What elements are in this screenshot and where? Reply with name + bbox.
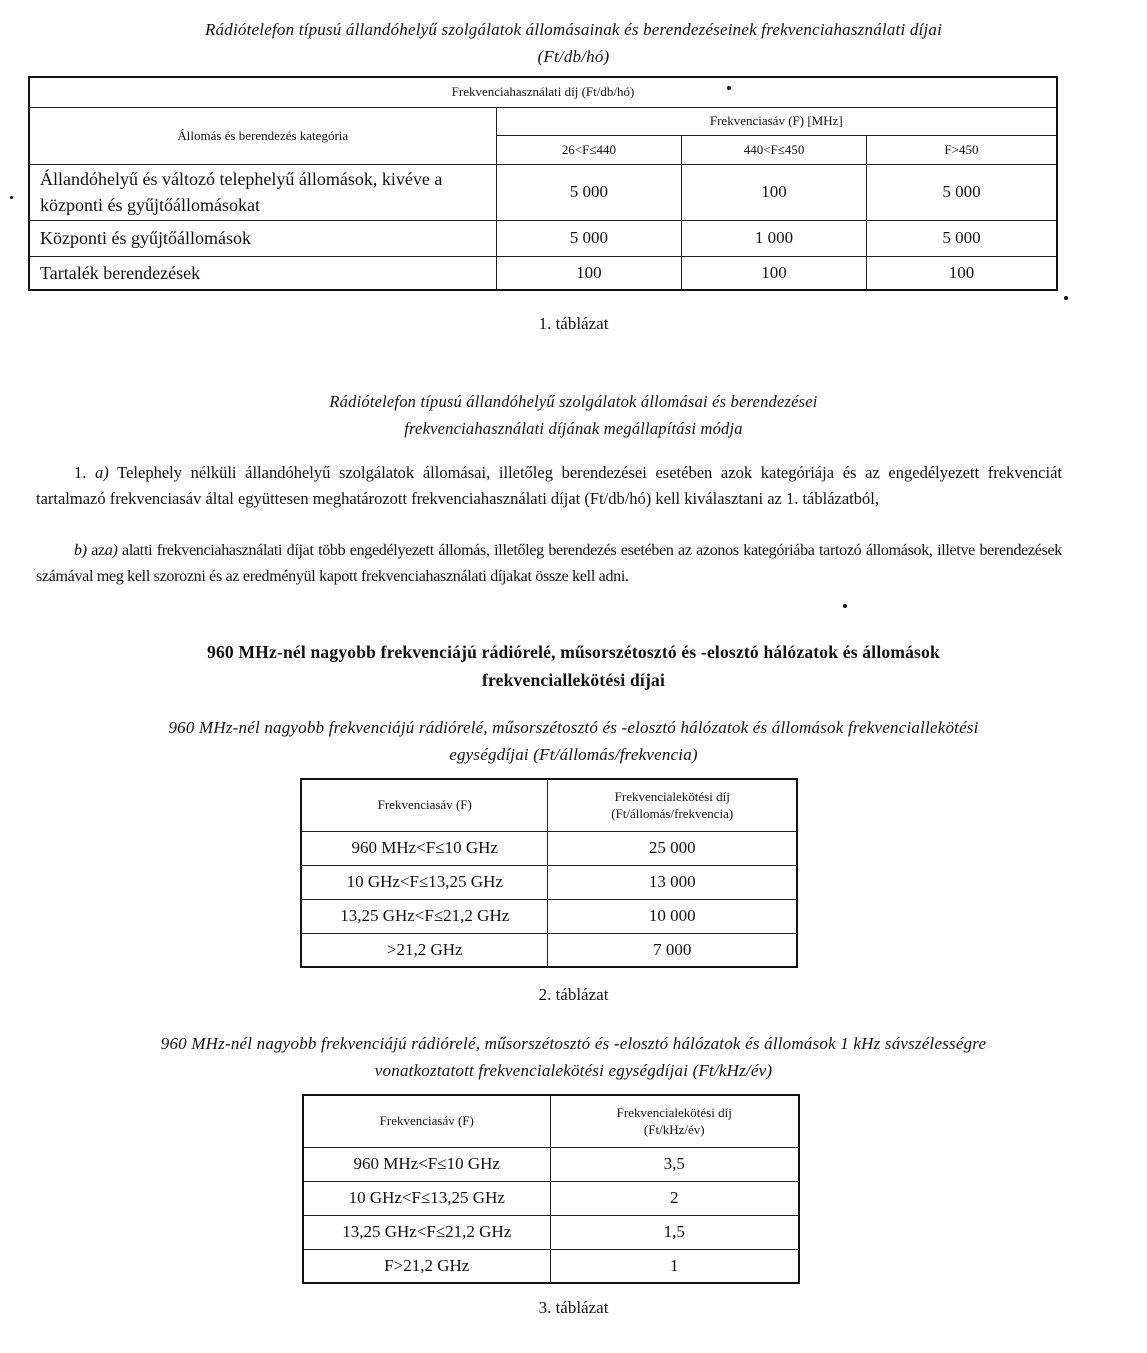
table3-title [0, 1030, 1147, 1084]
table1-header-row [29, 77, 1057, 107]
method-paragraph-b [36, 538, 1062, 590]
table2-header-row [301, 779, 797, 831]
table1-row2-category: Központi és gyűjtőállomások [29, 220, 496, 256]
method-p2-pre: az [91, 542, 105, 559]
table3 [302, 1094, 800, 1284]
table3-title-line1: 960 MHz-nél nagyobb frekvenciájú rádiórelé, műsorszétosztó és -elosztó hálózatok és állomások 1 kHz sávszélességre [160, 1034, 987, 1053]
table3-header-row [303, 1095, 799, 1147]
table3-header-fee-line1: Frekvencialekötési díj [616, 1105, 732, 1121]
table1-unit: (Ft/db/hó) [537, 47, 610, 66]
table2-row2-band: 10 GHz<F≤13,25 GHz [301, 865, 548, 899]
method-p1-label: a) [95, 463, 109, 482]
table-row [301, 865, 797, 899]
table1-row2-value2: 1 000 [682, 220, 867, 256]
table2-header-fee-line1: Frekvencialekötési díj [614, 789, 730, 805]
table2-header-fee-line2: (Ft/állomás/frekvencia) [611, 806, 734, 822]
table3-row3-band: 13,25 GHz<F≤21,2 GHz [303, 1215, 550, 1249]
table1-row1-category: Állandóhelyű és változó telephelyű állomások, kivéve a központi és gyűjtőállomásokat [29, 164, 496, 220]
table1-title [0, 16, 1147, 70]
method-p2-ref: a) [104, 542, 118, 559]
table1 [28, 76, 1058, 291]
table3-row1-band: 960 MHz<F≤10 GHz [303, 1147, 550, 1181]
method-title-line2: frekvenciahasználati díjának megállapítási módja [404, 419, 743, 438]
table1-row1-value1: 5 000 [496, 164, 682, 220]
method-p2-label: b) [74, 542, 87, 559]
table2-row1-band: 960 MHz<F≤10 GHz [301, 831, 548, 865]
method-p2-text: alatti frekvenciahasználati díjat több engedélyezett állomás, illetőleg berendezés esetében az azonos kategóriába tartozó állomások, illetve berendezések számával meg kell szorozni és az eredményül kapott frekvenciahasználati díjakat össze kell adni. [36, 542, 1063, 585]
table3-header-band: Frekvenciasáv (F) [303, 1095, 550, 1147]
table2-row4-fee: 7 000 [548, 933, 797, 967]
table1-header-top: Frekvenciahasználati díj (Ft/db/hó) [29, 77, 1057, 107]
section-title-line1: 960 MHz-nél nagyobb frekvenciájú rádiórelé, műsorszétosztó és -elosztó hálózatok és állomások [207, 642, 940, 662]
table-row [303, 1181, 799, 1215]
table-row [301, 933, 797, 967]
table1-row3-value1: 100 [496, 256, 682, 290]
scan-speck [843, 604, 847, 608]
table-row [29, 220, 1057, 256]
scan-speck [1064, 296, 1068, 300]
table1-title-text: Rádiótelefon típusú állandóhelyű szolgálatok állomásainak és berendezéseinek frekvenciahasználati díjai [205, 20, 942, 39]
table1-row3-value2: 100 [682, 256, 867, 290]
table1-row3-value3: 100 [866, 256, 1057, 290]
table1-band-row [29, 107, 1057, 135]
table3-row3-fee: 1,5 [550, 1215, 799, 1249]
table-row [303, 1147, 799, 1181]
table1-band-1: 26<F≤440 [496, 135, 682, 164]
table2-title-line2: egységdíjai (Ft/állomás/frekvencia) [449, 745, 698, 764]
table3-row4-band: F>21,2 GHz [303, 1249, 550, 1283]
table3-row2-band: 10 GHz<F≤13,25 GHz [303, 1181, 550, 1215]
table-row [301, 899, 797, 933]
table-row [29, 256, 1057, 290]
table2-row3-fee: 10 000 [548, 899, 797, 933]
table2-title [0, 714, 1147, 768]
table2-row2-fee: 13 000 [548, 865, 797, 899]
table1-row1-value3: 5 000 [866, 164, 1057, 220]
table3-header-fee [550, 1095, 799, 1147]
table1-band-3: F>450 [866, 135, 1057, 164]
method-paragraph-a [36, 460, 1062, 512]
table-row [29, 164, 1057, 220]
section-title [0, 638, 1147, 694]
table1-band-2: 440<F≤450 [682, 135, 867, 164]
table3-header-fee-line2: (Ft/kHz/év) [643, 1122, 705, 1138]
method-p1-text: Telephely nélküli állandóhelyű szolgálatok állomásai, illetőleg berendezései esetében azok kategóriája és az engedélyezett frekvenciát tartalmazó frekvenciasáv által együttesen meghatározott frekvenciahasználati díjat (Ft/db/hó) kell kiválasztani az 1. táblázatból, [36, 463, 1062, 508]
method-title [0, 388, 1147, 442]
scan-speck [727, 86, 731, 90]
table1-row2-value3: 5 000 [866, 220, 1057, 256]
table3-title-line2: vonatkoztatott frekvencialekötési egységdíjai (Ft/kHz/év) [374, 1061, 773, 1080]
table1-row3-category: Tartalék berendezések [29, 256, 496, 290]
table-row [303, 1215, 799, 1249]
method-p1-prefix: 1. [74, 463, 87, 482]
table2-header-fee [548, 779, 797, 831]
table2-row4-band: >21,2 GHz [301, 933, 548, 967]
method-title-line1: Rádiótelefon típusú állandóhelyű szolgálatok állomásai és berendezései [329, 392, 818, 411]
table-row [303, 1249, 799, 1283]
table3-row4-fee: 1 [550, 1249, 799, 1283]
table2-header-band: Frekvenciasáv (F) [301, 779, 548, 831]
scan-speck [10, 196, 13, 199]
table2-title-line1: 960 MHz-nél nagyobb frekvenciájú rádiórelé, műsorszétosztó és -elosztó hálózatok és állomások frekvenciallekötési [168, 718, 979, 737]
table1-caption: 1. táblázat [538, 314, 609, 333]
table1-row2-value1: 5 000 [496, 220, 682, 256]
table3-row1-fee: 3,5 [550, 1147, 799, 1181]
section-title-line2: frekvenciallekötési díjai [481, 670, 666, 690]
table2-row1-fee: 25 000 [548, 831, 797, 865]
table2-row3-band: 13,25 GHz<F≤21,2 GHz [301, 899, 548, 933]
table2 [300, 778, 798, 968]
table3-caption: 3. táblázat [538, 1298, 609, 1317]
table1-header-category: Állomás és berendezés kategória [29, 107, 496, 164]
table3-row2-fee: 2 [550, 1181, 799, 1215]
table1-header-band: Frekvenciasáv (F) [MHz] [496, 107, 1057, 135]
table-row [301, 831, 797, 865]
table2-caption: 2. táblázat [538, 985, 609, 1004]
table1-row1-value2: 100 [682, 164, 867, 220]
